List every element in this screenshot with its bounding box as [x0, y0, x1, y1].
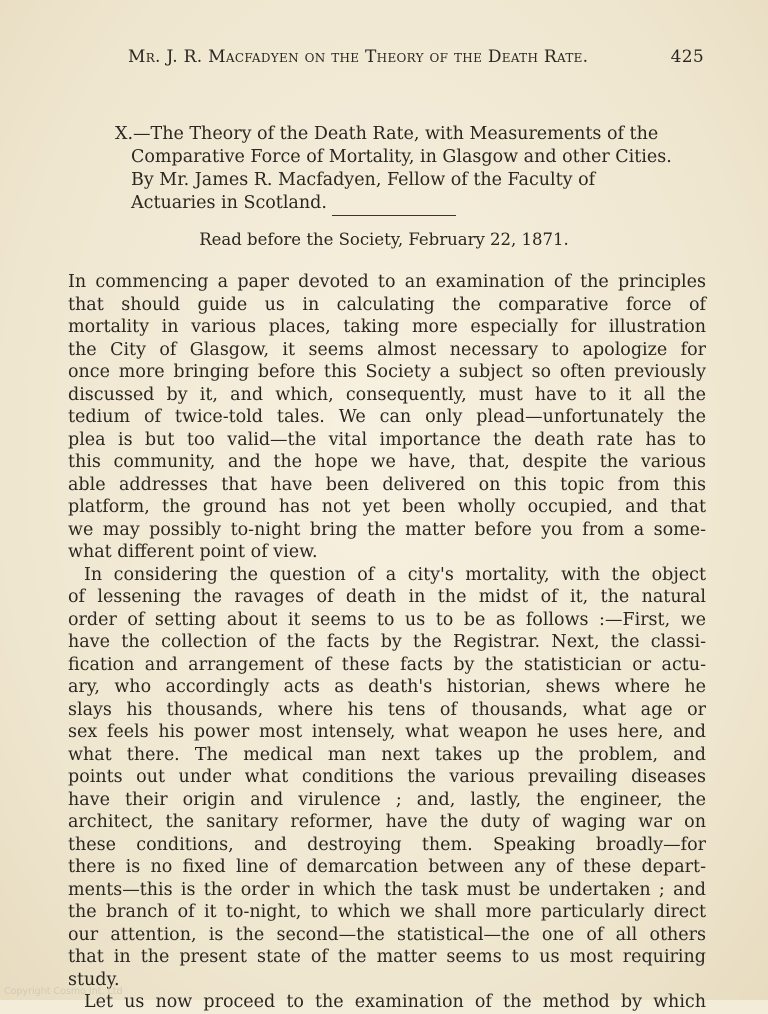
running-title: Mr. J. R. Macfadyen on the Theory of the Death Rate. — [128, 47, 589, 67]
body-line: plea is but too valid—the vital importance the death rate has to — [68, 429, 706, 450]
body-line: what there. The medical man next takes up the problem, and — [68, 744, 706, 765]
body-line: have their origin and virulence ; and, lastly, the engineer, the — [68, 789, 706, 810]
body-line: we may possibly to-night bring the matter before you from a some- — [68, 519, 706, 540]
body-line: that in the present state of the matter seems to us most requiring — [68, 947, 706, 967]
heading-line: X.—The Theory of the Death Rate, with Measurements of the — [115, 124, 659, 144]
body-line: sex feels his power most intensely, what weapon he uses here, and — [68, 722, 706, 742]
body-line: tedium of twice-told tales. We can only plead—unfortunately the — [68, 407, 706, 427]
body-line: once more bringing before this Society a subject so often previously — [68, 362, 706, 382]
section-divider — [332, 215, 456, 216]
body-line: discussed by it, and which, consequently, must have to it all the — [68, 384, 706, 405]
body-line: In considering the question of a city's mortality, with the object — [84, 564, 706, 585]
heading-line: Comparative Force of Mortality, in Glasgow and other Cities. — [131, 147, 672, 167]
body-line: there is no fixed line of demarcation between any of these depart- — [68, 857, 706, 877]
copyright-watermark: Copyright Cosmo Int. Ltd — [4, 986, 123, 997]
heading-line: By Mr. James R. Macfadyen, Fellow of the Faculty of — [131, 170, 596, 190]
heading-line: Actuaries in Scotland. — [131, 193, 327, 213]
article-body — [68, 271, 706, 1014]
body-line: what different point of view. — [68, 542, 318, 562]
page-number: 425 — [670, 47, 704, 67]
body-line: platform, the ground has not yet been wholly occupied, and that — [68, 497, 706, 517]
body-line: Let us now proceed to the examination of the method by which — [84, 992, 706, 1012]
body-line: our attention, is the second—the statistical—the one of all others — [68, 924, 706, 945]
body-line: have the collection of the facts by the Registrar. Next, the classi- — [68, 632, 706, 652]
body-line: of lessening the ravages of death in the midst of it, the natural — [68, 587, 706, 607]
running-header — [128, 47, 704, 67]
body-line: these conditions, and destroying them. Speaking broadly—for — [68, 834, 706, 855]
body-line: able addresses that have been delivered on this topic from this — [68, 474, 706, 495]
body-line: ments—this is the order in which the task must be undertaken ; and — [68, 879, 706, 900]
body-line: slays his thousands, where his tens of thousands, what age or — [68, 699, 706, 720]
read-before-note: Read before the Society, February 22, 1871. — [199, 230, 569, 249]
body-line: points out under what conditions the various prevailing diseases — [68, 767, 706, 787]
body-line: order of setting about it seems to us to be as follows :—First, we — [68, 609, 706, 630]
body-line: the branch of it to-night, to which we shall more particularly direct — [68, 902, 706, 922]
body-line: ary, who accordingly acts as death's historian, shews where he — [68, 677, 706, 697]
article-heading — [115, 123, 705, 215]
body-line: mortality in various places, taking more especially for illustration — [68, 317, 706, 337]
body-line: fication and arrangement of these facts by the statistician or actu- — [68, 654, 706, 675]
body-line: that should guide us in calculating the comparative force of — [68, 294, 706, 315]
body-line: the City of Glasgow, it seems almost necessary to apologize for — [68, 339, 706, 360]
body-line: study. — [68, 969, 120, 990]
body-line: this community, and the hope we have, that, despite the various — [68, 452, 706, 472]
body-line: architect, the sanitary reformer, have the duty of waging war on — [68, 812, 706, 832]
body-line: In commencing a paper devoted to an examination of the principles — [68, 272, 706, 292]
